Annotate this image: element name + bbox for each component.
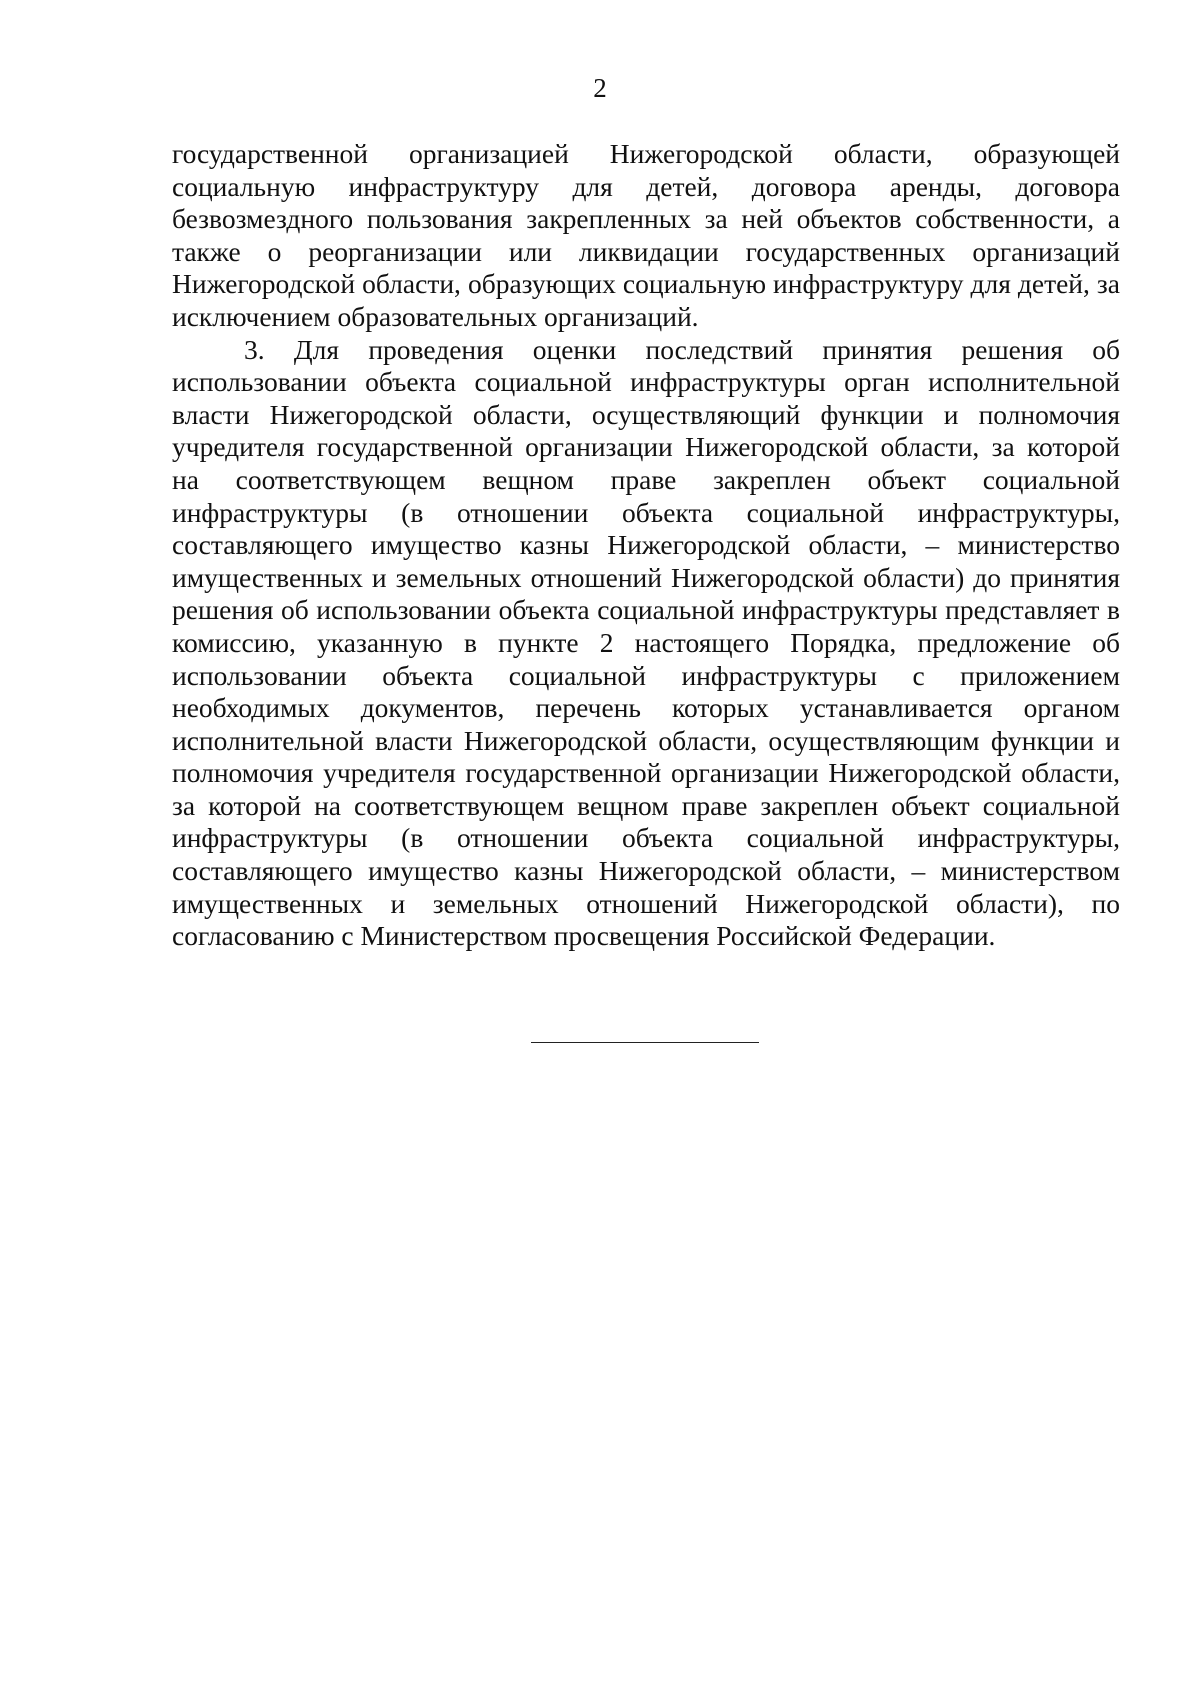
end-of-document-rule — [531, 1042, 759, 1043]
paragraph-item-3: 3. Для проведения оценки последствий принятия решения об использовании объекта социальной инфраструктуры орган исполнительной власти Нижегородской области, осуществляющий функции и полномочия учредителя государственной организации Нижегородской области, за которой на соответствующем вещном праве закреплен объект социальной инфраструктуры (в отношении объекта социальной инфраструктуры, составляющего имущество казны Нижегородской области, – министерство имущественных и земельных отношений Нижегородской области) до принятия решения об использовании объекта социальной инфраструктуры представляет в комиссию, указанную в пункте 2 настоящего Порядка, предложение об использовании объекта социальной инфраструктуры с приложением необходимых документов, перечень которых устанавливается органом исполнительной власти Нижегородской области, осуществляющим функции и полномочия учредителя государственной организации Нижегородской области, за которой на соответствующем вещном праве закреплен объект социальной инфраструктуры (в отношении объекта социальной инфраструктуры, составляющего имущество казны Нижегородской области, – министерством имущественных и земельных отношений Нижегородской области), по согласованию с Министерством просвещения Российской Федерации. — [172, 333, 1120, 952]
document-body — [172, 138, 1120, 953]
page-number: 2 — [593, 73, 607, 103]
paragraph-continuation: государственной организацией Нижегородской области, образующей социальную инфраструктуру для детей, договора аренды, договора безвозмездного пользования закрепленных за ней объектов собственности, а также о реорганизации или ликвидации государственных организаций Нижегородской области, образующих социальную инфраструктуру для детей, за исключением образовательных организаций. — [172, 138, 1120, 332]
